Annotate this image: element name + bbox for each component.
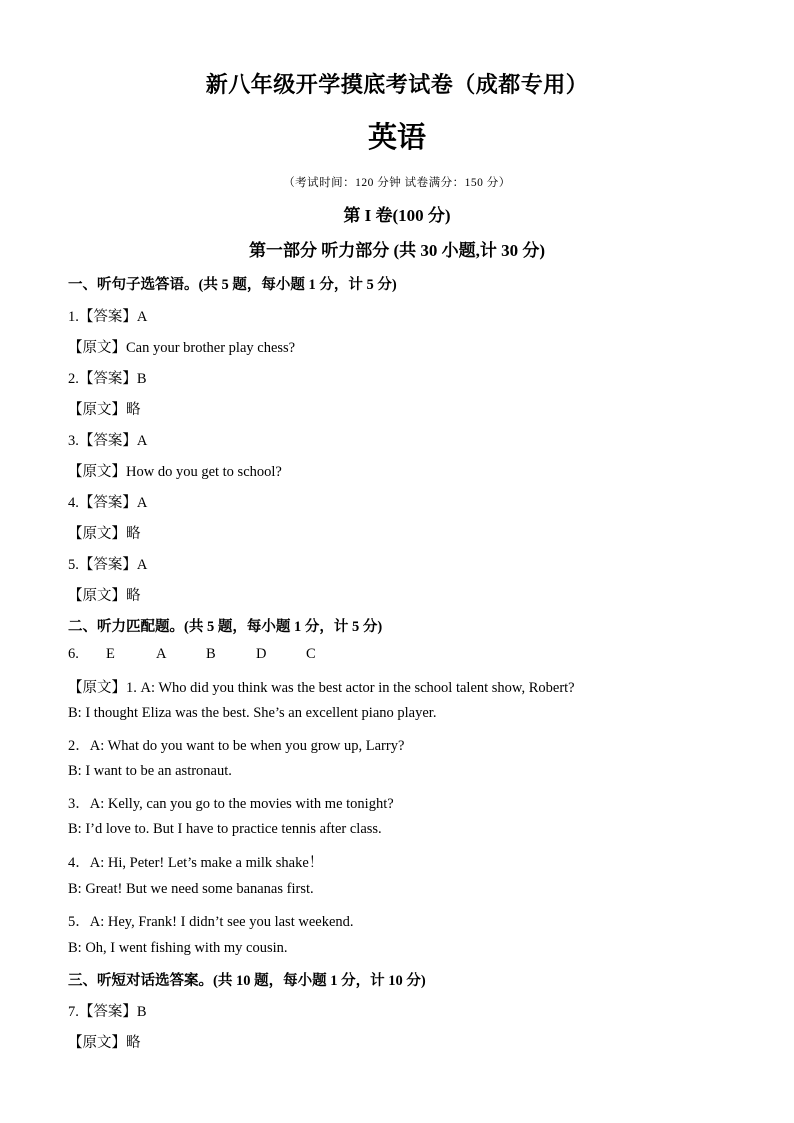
- exam-title: 新八年级开学摸底考试卷（成都专用）: [205, 73, 589, 98]
- transcript-line: 【原文】略: [68, 526, 141, 542]
- transcript-line: B: Great! But we need some bananas first.: [68, 881, 314, 897]
- transcript-line: 【原文】How do you get to school?: [68, 464, 282, 480]
- transcript-line: 【原文】1. A: Who did you think was the best actor in the school talent show, Robert?: [68, 680, 575, 696]
- transcript-line: B: I want to be an astronaut.: [68, 763, 232, 779]
- answer-line: 5.【答案】A: [68, 557, 148, 573]
- part-heading: 第一部分 听力部分 (共 30 小题,计 30 分): [248, 241, 546, 260]
- section-2-heading: 二、听力匹配题。(共 5 题，每小题 1 分，计 5 分): [68, 619, 383, 635]
- section-1-heading: 一、听句子选答语。(共 5 题，每小题 1 分，计 5 分): [68, 277, 397, 293]
- answer-line: 2.【答案】B: [68, 371, 147, 387]
- transcript-line: 【原文】略: [68, 588, 141, 604]
- subject-title: 英语: [367, 120, 426, 154]
- transcript-line: B: Oh, I went fishing with my cousin.: [68, 940, 288, 956]
- matching-answer: D: [256, 646, 267, 662]
- transcript-line: 【原文】略: [68, 1035, 141, 1051]
- answer-line: 3.【答案】A: [68, 433, 148, 449]
- transcript-line: B: I’d love to. But I have to practice tennis after class.: [68, 821, 382, 837]
- transcript-line: 3．A: Kelly, can you go to the movies with me tonight?: [68, 796, 394, 812]
- volume-heading: 第 I 卷(100 分): [343, 206, 451, 225]
- exam-info: （考试时间：120 分钟 试卷满分：150 分）: [283, 177, 511, 189]
- section-3-heading: 三、听短对话选答案。(共 10 题，每小题 1 分，计 10 分): [68, 973, 426, 989]
- transcript-line: 2．A: What do you want to be when you grow up, Larry?: [68, 738, 405, 754]
- transcript-line: 【原文】Can your brother play chess?: [68, 340, 296, 356]
- matching-answers-row: [68, 646, 356, 663]
- answer-line: 4.【答案】A: [68, 495, 148, 511]
- matching-answer: E: [106, 646, 115, 662]
- answer-line: 7.【答案】B: [68, 1004, 147, 1020]
- transcript-line: 【原文】略: [68, 402, 141, 418]
- matching-answer: B: [206, 646, 216, 662]
- answer-line: 1.【答案】A: [68, 309, 148, 325]
- question-number: 6.: [68, 646, 79, 662]
- matching-answer: A: [156, 646, 167, 662]
- transcript-line: 5．A: Hey, Frank! I didn’t see you last weekend.: [68, 914, 354, 930]
- transcript-line: 4．A: Hi, Peter! Let’s make a milk shake！: [68, 855, 324, 871]
- matching-answer: C: [306, 646, 316, 662]
- transcript-line: B: I thought Eliza was the best. She’s an excellent piano player.: [68, 705, 437, 721]
